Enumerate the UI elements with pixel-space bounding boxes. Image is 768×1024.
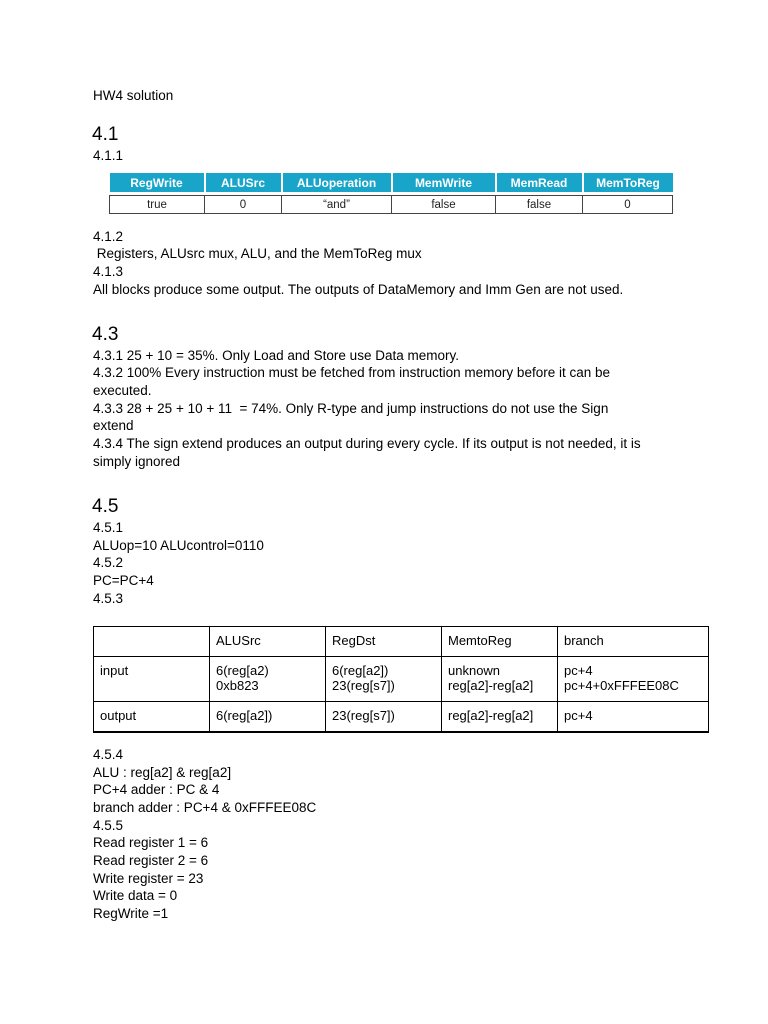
- answer-line: 4.3.4 The sign extend produces an output during every cycle. If its output is not needed, it is: [93, 436, 641, 451]
- table-cell: reg[a2]-reg[a2]: [442, 702, 558, 733]
- answer-line: 4.3.1 25 + 10 = 35%. Only Load and Store use Data memory.: [93, 348, 459, 363]
- table-cell: 23(reg[s7]): [326, 702, 442, 733]
- subsection-4-1-1: 4.1.1: [93, 148, 124, 163]
- answer-line: extend: [93, 418, 134, 433]
- answer-line: 4.5.5: [93, 818, 124, 833]
- answer-line: PC=PC+4: [93, 573, 154, 588]
- table-cell: [210, 657, 326, 702]
- control-table-header-row: [110, 173, 673, 192]
- row-label-input: input: [100, 663, 129, 678]
- col-header-alusrc: ALUSrc: [205, 173, 282, 192]
- answer-line: ALUop=10 ALUcontrol=0110: [93, 538, 264, 553]
- control-table-value-row: [110, 196, 673, 214]
- table-cell: 6(reg[a2]): [210, 702, 326, 733]
- col-header-memtoreg: MemToReg: [583, 173, 673, 192]
- cell-line: reg[a2]-reg[a2]: [448, 678, 534, 693]
- value-alusrc: 0: [205, 196, 282, 214]
- answer-line: 4.5.3: [93, 591, 124, 606]
- answer-line: simply ignored: [93, 454, 181, 469]
- document-title: HW4 solution: [93, 88, 174, 103]
- value-regwrite: true: [110, 196, 205, 214]
- section-heading-4-1: 4.1: [92, 124, 119, 145]
- table-header-cell: ALUSrc: [210, 627, 326, 657]
- cell-line: 6(reg[a2]): [332, 663, 389, 678]
- table-header-cell: MemtoReg: [442, 627, 558, 657]
- cell-line: pc+4: [564, 663, 593, 678]
- answer-line: Write data = 0: [93, 888, 178, 903]
- col-header-memread: MemRead: [496, 173, 583, 192]
- cell-line: 6(reg[a2): [216, 663, 269, 678]
- table-cell: [558, 657, 709, 702]
- table-cell: [94, 627, 210, 657]
- table-cell: [442, 657, 558, 702]
- table-row: [94, 702, 709, 733]
- answer-line: ALU : reg[a2] & reg[a2]: [93, 765, 232, 780]
- control-signal-table: [109, 173, 673, 214]
- section-heading-4-5: 4.5: [92, 496, 119, 517]
- answer-4-1-2: Registers, ALUsrc mux, ALU, and the MemToReg mux: [93, 246, 422, 261]
- table-header-cell: branch: [558, 627, 709, 657]
- table-cell: [326, 657, 442, 702]
- answer-line: PC+4 adder : PC & 4: [93, 782, 220, 797]
- subsection-4-1-3: 4.1.3: [93, 264, 124, 279]
- table-row: [94, 657, 709, 702]
- answer-line: 4.3.3 28 + 25 + 10 + 11 = 74%. Only R-type and jump instructions do not use the Sign: [93, 401, 609, 416]
- col-header-regwrite: RegWrite: [110, 173, 205, 192]
- answer-line: 4.5.1: [93, 520, 124, 535]
- signal-values-table: [93, 626, 709, 733]
- section-heading-4-3: 4.3: [92, 324, 119, 345]
- col-header-memwrite: MemWrite: [392, 173, 496, 192]
- row-label-output: output: [94, 702, 210, 733]
- value-memwrite: false: [392, 196, 496, 214]
- table-cell: pc+4: [558, 702, 709, 733]
- value-aluoperation: “and”: [282, 196, 392, 214]
- answer-line: Write register = 23: [93, 871, 204, 886]
- answer-line: 4.5.2: [93, 555, 124, 570]
- subsection-4-1-2: 4.1.2: [93, 229, 124, 244]
- table-header-row: [94, 627, 709, 657]
- answer-line: 4.3.2 100% Every instruction must be fetched from instruction memory before it can be: [93, 365, 610, 380]
- value-memread: false: [496, 196, 583, 214]
- value-memtoreg: 0: [583, 196, 673, 214]
- cell-line: pc+4+0xFFFEE08C: [564, 678, 679, 693]
- answer-line: Read register 2 = 6: [93, 853, 209, 868]
- answer-line: 4.5.4: [93, 747, 124, 762]
- answer-line: branch adder : PC+4 & 0xFFFEE08C: [93, 800, 317, 815]
- table-header-cell: RegDst: [326, 627, 442, 657]
- cell-line: 0xb823: [216, 678, 259, 693]
- answer-line: Read register 1 = 6: [93, 835, 209, 850]
- answer-line: RegWrite =1: [93, 906, 169, 921]
- answer-line: executed.: [93, 383, 152, 398]
- col-header-aluoperation: ALUoperation: [282, 173, 392, 192]
- answer-4-1-3: All blocks produce some output. The outputs of DataMemory and Imm Gen are not used.: [93, 282, 624, 297]
- cell-line: unknown: [448, 663, 501, 678]
- cell-line: 23(reg[s7]): [332, 678, 395, 693]
- table-cell: [94, 657, 210, 702]
